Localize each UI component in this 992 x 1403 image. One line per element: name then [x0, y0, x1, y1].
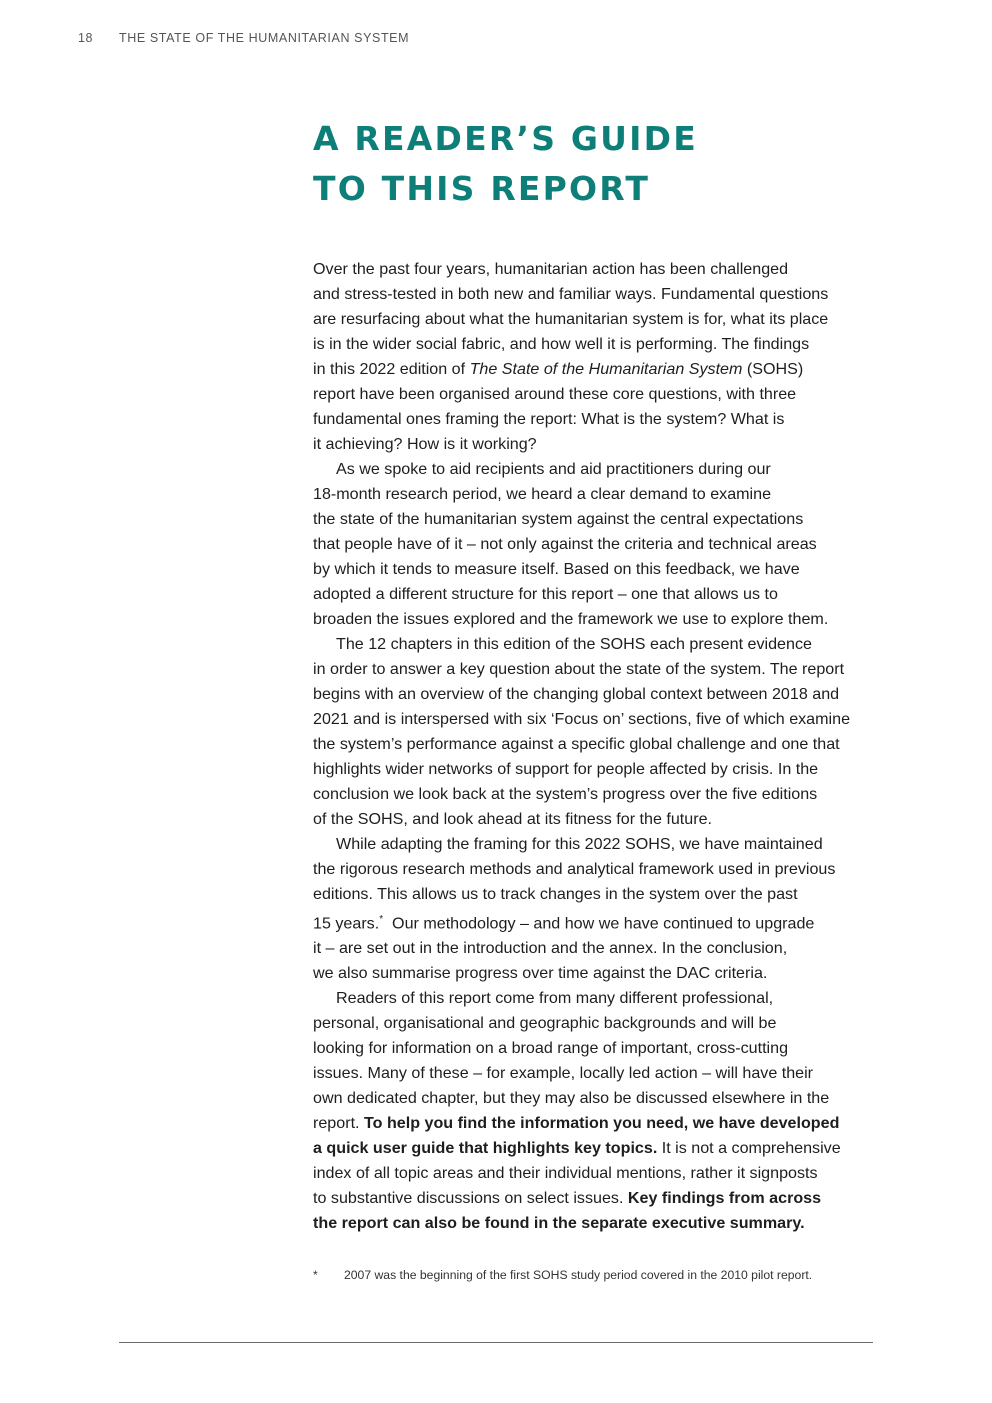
body-text: [313, 257, 878, 1236]
text-line: we also summarise progress over time against the DAC criteria.: [313, 964, 768, 983]
paragraph-3: [313, 632, 878, 832]
text-fragment: 15 years.: [313, 914, 380, 933]
text-fragment: It is not a comprehensive: [657, 1139, 841, 1158]
text-line: [313, 1211, 878, 1236]
text-line: [313, 1136, 878, 1161]
title-line-1: A READER’S GUIDE: [313, 119, 698, 158]
text-line: Over the past four years, humanitarian action has been challenged: [313, 260, 789, 278]
text-line: by which it tends to measure itself. Based on this feedback, we have: [313, 560, 800, 578]
paragraph-1: [313, 257, 878, 457]
text-line: [313, 357, 878, 382]
text-line: editions. This allows us to track changes in the system over the past: [313, 885, 798, 903]
footnote-mark: *: [313, 1268, 318, 1282]
text-line: [313, 1186, 878, 1211]
text-line: it achieving? How is it working?: [313, 435, 537, 453]
text-line: looking for information on a broad range of important, cross-cutting: [313, 1039, 789, 1058]
text-line: of the SOHS, and look ahead at its fitness for the future.: [313, 810, 712, 828]
text-line: the state of the humanitarian system against the central expectations: [313, 510, 804, 528]
text-line: and stress-tested in both new and familiar ways. Fundamental questions: [313, 285, 829, 303]
page-title: [313, 114, 698, 214]
footnote-text: 2007 was the beginning of the first SOHS study period covered in the 2010 pilot report.: [344, 1268, 813, 1282]
text-fragment: (SOHS): [742, 360, 804, 378]
text-line: adopted a different structure for this report – one that allows us to: [313, 585, 778, 603]
title-line-2: TO THIS REPORT: [313, 169, 651, 208]
text-line: fundamental ones framing the report: What is the system? What is: [313, 410, 785, 428]
text-line: [313, 907, 878, 936]
text-line: it – are set out in the introduction and the annex. In the conclusion,: [313, 939, 788, 958]
footnote-reference[interactable]: *: [379, 914, 384, 925]
text-line: are resurfacing about what the humanitarian system is for, what its place: [313, 310, 829, 328]
text-line: 2021 and is interspersed with six ‘Focus on’ sections, five of which examine: [313, 710, 851, 728]
text-line: As we spoke to aid recipients and aid practitioners during our: [336, 460, 771, 478]
text-fragment: in this 2022 edition of: [313, 360, 470, 378]
text-line: that people have of it – not only against the criteria and technical areas: [313, 535, 817, 553]
report-title-italic: The State of the Humanitarian System: [469, 360, 743, 378]
text-line: The 12 chapters in this edition of the SOHS each present evidence: [336, 635, 812, 653]
paragraph-2: [313, 457, 878, 632]
text-line: begins with an overview of the changing global context between 2018 and: [313, 685, 840, 703]
text-line: Readers of this report come from many different professional,: [336, 989, 774, 1008]
text-line: issues. Many of these – for example, locally led action – will have their: [313, 1064, 814, 1083]
text-line: highlights wider networks of support for people affected by crisis. In the: [313, 760, 819, 778]
text-line: the rigorous research methods and analytical framework used in previous: [313, 860, 836, 878]
paragraph-5: [313, 986, 878, 1236]
bold-text: a quick user guide that highlights key topics.: [313, 1139, 658, 1158]
running-title: THE STATE OF THE HUMANITARIAN SYSTEM: [119, 31, 410, 45]
text-fragment: report.: [313, 1114, 364, 1133]
text-line: conclusion we look back at the system’s progress over the five editions: [313, 785, 818, 803]
text-line: [313, 1111, 878, 1136]
text-line: report have been organised around these core questions, with three: [313, 385, 797, 403]
bold-text: Key findings from across: [627, 1189, 822, 1208]
text-line: index of all topic areas and their individual mentions, rather it signposts: [313, 1164, 818, 1183]
text-line: own dedicated chapter, but they may also be discussed elsewhere in the: [313, 1089, 830, 1108]
text-line: personal, organisational and geographic backgrounds and will be: [313, 1014, 777, 1033]
paragraph-4: [313, 832, 878, 986]
bold-text: To help you find the information you need, we have developed: [364, 1114, 840, 1133]
text-line: in order to answer a key question about the state of the system. The report: [313, 660, 845, 678]
text-fragment: Our methodology – and how we have continued to upgrade: [383, 914, 815, 933]
page-number: 18: [78, 31, 94, 45]
footnote: [313, 1266, 878, 1284]
text-line: broaden the issues explored and the framework we use to explore them.: [313, 610, 829, 628]
running-header: [78, 31, 409, 45]
text-line: is in the wider social fabric, and how well it is performing. The findings: [313, 335, 810, 353]
text-line: 18-month research period, we heard a clear demand to examine: [313, 485, 772, 503]
bottom-divider: [119, 1342, 873, 1343]
text-line: the system’s performance against a specific global challenge and one that: [313, 735, 840, 753]
text-line: While adapting the framing for this 2022 SOHS, we have maintained: [336, 835, 823, 853]
bold-text: the report can also be found in the separate executive summary.: [313, 1214, 805, 1233]
text-fragment: to substantive discussions on select issues.: [313, 1189, 628, 1208]
